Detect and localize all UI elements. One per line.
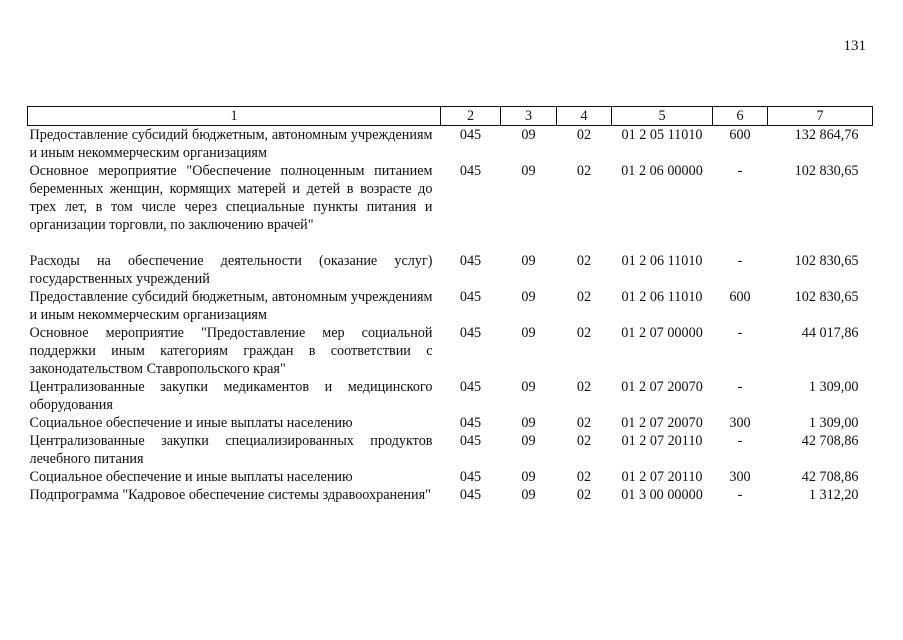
row-col-5: 01 2 07 20110 bbox=[621, 469, 703, 485]
row-col-2: 045 bbox=[459, 379, 482, 395]
header-cell-7: 7 bbox=[768, 107, 873, 126]
header-row bbox=[28, 107, 873, 126]
table-row bbox=[28, 288, 873, 324]
row-amount: 1 309,00 bbox=[808, 415, 859, 431]
row-col-3: 09 bbox=[521, 379, 536, 395]
row-name: Основное мероприятие "Обеспечение полноценным питанием беременных женщин, кормящих матерей и детей в возрасте до трех лет, в том числе через специальные пункты питания и организации торговли, по заключению врачей" bbox=[29, 163, 433, 233]
row-col-2: 045 bbox=[459, 289, 482, 305]
row-col-2: 045 bbox=[459, 415, 482, 431]
row-col-3: 09 bbox=[521, 289, 536, 305]
row-col-6: 300 bbox=[729, 415, 751, 431]
header-cell-1: 1 bbox=[28, 107, 441, 126]
header-cell-6: 6 bbox=[713, 107, 768, 126]
table-row bbox=[28, 486, 873, 504]
row-col-2: 045 bbox=[459, 469, 482, 485]
table-row bbox=[28, 468, 873, 486]
row-col-4: 02 bbox=[576, 289, 592, 305]
table-row bbox=[28, 378, 873, 414]
row-amount: 44 017,86 bbox=[801, 325, 859, 341]
row-col-4: 02 bbox=[576, 487, 592, 503]
row-col-6: - bbox=[737, 379, 743, 395]
row-col-4: 02 bbox=[576, 127, 592, 143]
row-col-5: 01 3 00 00000 bbox=[621, 487, 703, 503]
row-col-4: 02 bbox=[576, 433, 592, 449]
row-col-2: 045 bbox=[459, 433, 482, 449]
row-amount: 42 708,86 bbox=[801, 469, 859, 485]
row-col-2: 045 bbox=[459, 253, 482, 269]
row-col-5: 01 2 07 20110 bbox=[621, 433, 703, 449]
row-amount: 132 864,76 bbox=[794, 127, 859, 143]
row-col-2: 045 bbox=[459, 487, 482, 503]
row-col-4: 02 bbox=[576, 325, 592, 341]
row-name: Расходы на обеспечение деятельности (оказание услуг) государственных учреждений bbox=[29, 253, 433, 287]
row-col-3: 09 bbox=[521, 163, 536, 179]
row-col-3: 09 bbox=[521, 253, 536, 269]
row-col-5: 01 2 05 11010 bbox=[621, 127, 703, 143]
row-col-5: 01 2 06 11010 bbox=[621, 253, 703, 269]
header-cell-3: 3 bbox=[501, 107, 557, 126]
row-col-5: 01 2 06 11010 bbox=[621, 289, 703, 305]
table-row bbox=[28, 324, 873, 378]
table-row bbox=[28, 252, 873, 288]
row-name: Социальное обеспечение и иные выплаты населению bbox=[29, 415, 353, 431]
row-col-6: - bbox=[737, 487, 743, 503]
row-col-4: 02 bbox=[576, 469, 592, 485]
row-amount: 102 830,65 bbox=[794, 253, 859, 269]
row-col-3: 09 bbox=[521, 433, 536, 449]
row-col-6: 300 bbox=[729, 469, 751, 485]
row-col-3: 09 bbox=[521, 325, 536, 341]
row-amount: 42 708,86 bbox=[801, 433, 859, 449]
row-col-6: - bbox=[737, 163, 743, 179]
row-col-5: 01 2 07 20070 bbox=[621, 379, 703, 395]
row-col-6: - bbox=[737, 253, 743, 269]
row-amount: 102 830,65 bbox=[794, 163, 859, 179]
row-amount: 1 309,00 bbox=[808, 379, 859, 395]
row-col-2: 045 bbox=[459, 325, 482, 341]
row-col-4: 02 bbox=[576, 379, 592, 395]
row-name: Предоставление субсидий бюджетным, автономным учреждениям и иным некоммерческим организациям bbox=[29, 127, 433, 161]
row-col-5: 01 2 06 00000 bbox=[621, 163, 703, 179]
table-row bbox=[28, 126, 873, 163]
row-col-4: 02 bbox=[576, 163, 592, 179]
table-row bbox=[28, 432, 873, 468]
row-col-3: 09 bbox=[521, 415, 536, 431]
page-number: 131 bbox=[843, 38, 866, 54]
row-col-4: 02 bbox=[576, 253, 592, 269]
row-name: Подпрограмма "Кадровое обеспечение системы здравоохранения" bbox=[29, 487, 431, 503]
row-col-2: 045 bbox=[459, 163, 482, 179]
row-name: Предоставление субсидий бюджетным, автономным учреждениям и иным некоммерческим организациям bbox=[29, 289, 433, 323]
row-amount: 102 830,65 bbox=[794, 289, 859, 305]
row-name: Социальное обеспечение и иные выплаты населению bbox=[29, 469, 353, 485]
row-col-6: - bbox=[737, 433, 743, 449]
row-col-3: 09 bbox=[521, 487, 536, 503]
row-col-2: 045 bbox=[459, 127, 482, 143]
row-col-3: 09 bbox=[521, 469, 536, 485]
row-col-6: - bbox=[737, 325, 743, 341]
row-name: Централизованные закупки специализированных продуктов лечебного питания bbox=[29, 433, 433, 467]
row-name: Централизованные закупки медикаментов и медицинского оборудования bbox=[29, 379, 433, 413]
row-col-5: 01 2 07 00000 bbox=[621, 325, 703, 341]
row-col-3: 09 bbox=[521, 127, 536, 143]
row-col-4: 02 bbox=[576, 415, 592, 431]
header-cell-4: 4 bbox=[557, 107, 612, 126]
row-amount: 1 312,20 bbox=[808, 487, 859, 503]
budget-table bbox=[27, 106, 873, 504]
row-name: Основное мероприятие "Предоставление мер социальной поддержки иным категориям граждан в соответствии с законодательством Ставропольского края" bbox=[29, 325, 433, 377]
header-cell-5: 5 bbox=[612, 107, 713, 126]
row-col-6: 600 bbox=[729, 289, 751, 305]
row-col-5: 01 2 07 20070 bbox=[621, 415, 703, 431]
row-col-6: 600 bbox=[729, 127, 751, 143]
table-row bbox=[28, 162, 873, 252]
header-cell-2: 2 bbox=[441, 107, 501, 126]
table-row bbox=[28, 414, 873, 432]
